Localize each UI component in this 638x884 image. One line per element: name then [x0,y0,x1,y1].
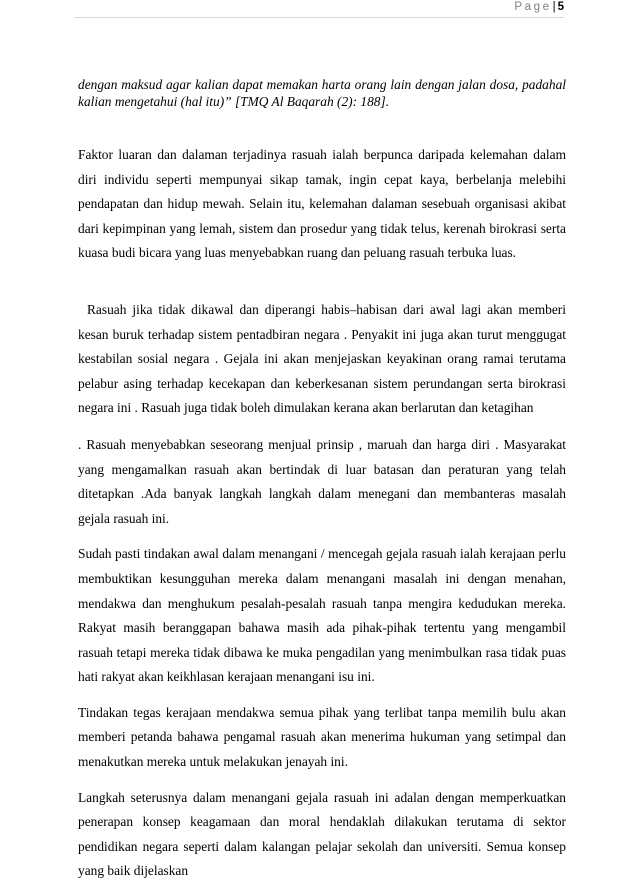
document-body [78,76,566,884]
paragraph-5: Tindakan tegas kerajaan mendakwa semua pihak yang terlibat tanpa memilih bulu akan memberi petanda bahawa pengamal rasuah akan menerima hukuman yang setimpal dan menakutkan mereka untuk melakukan jenayah ini. [78,704,566,770]
paragraph-6: Langkah seterusnya dalam menangani gejala rasuah ini adalan dengan memperkuatkan penerapan konsep keagamaan dan moral hendaklah dilakukan terutama di sektor pendidikan negara seperti dalam kalangan pelajar sekolah dan universiti. Semua konsep yang baik dijelaskan [78,789,566,879]
page-separator: | [552,1,556,13]
page-label: Page [514,1,552,13]
page-number: 5 [557,1,564,13]
paragraph-4: Sudah pasti tindakan awal dalam menangani / mencegah gejala rasuah ialah kerajaan perlu membuktikan kesungguhan mereka dalam menangani masalah ini dengan menahan, mendakwa dan menghukum pesalah-pesalah rasuah tanpa mengira kedudukan mereka. Rakyat masih beranggapan bahawa masih ada pihak-pihak tertentu yang mengambil rasuah tetapi mereka tidak dibawa ke muka pengadilan yang menimbulkan rasa tidak puas hati rakyat akan keikhlasan kerajaan menangani isu ini. [78,546,566,685]
page-header [74,0,564,18]
paragraph-1: Faktor luaran dan dalaman terjadinya rasuah ialah berpunca daripada kelemahan dalam diri individu seperti mempunyai sikap tamak, ingin cepat kaya, berbelanja melebihi pendapatan dan hidup mewah. Selain itu, kelemahan dalaman sesebuah organisasi akibat dari kepimpinan yang lemah, sistem dan prosedur yang tidak telus, kerenah birokrasi serta kuasa budi bicara yang luas menyebabkan ruang dan peluang rasuah terbuka luas. [78,147,566,261]
quote-paragraph: dengan maksud agar kalian dapat memakan harta orang lain dengan jalan dosa, padahal kalian mengetahui (hal itu)” [TMQ Al Baqarah (2): 188]. [78,77,566,109]
paragraph-2: Rasuah jika tidak dikawal dan diperangi habis–habisan dari awal lagi akan memberi kesan buruk terhadap sistem pentadbiran negara . Penyakit ini juga akan turut menggugat kestabilan sosial negara . Gejala ini akan menjejaskan keyakinan orang ramai terutama pelabur asing terhadap kecekapan dan keberkesanan sistem perundangan serta birokrasi negara ini . Rasuah juga tidak boleh dimulakan kerana akan berlarutan dan ketagihan [78,301,566,416]
paragraph-3: . Rasuah menyebabkan seseorang menjual prinsip , maruah dan harga diri . Masyarakat yang mengamalkan rasuah akan bertindak di luar batasan dan peraturan yang telah ditetapkan .Ada banyak langkah langkah dalam menegani dan membanteras masalah gejala rasuah ini. [78,436,566,526]
